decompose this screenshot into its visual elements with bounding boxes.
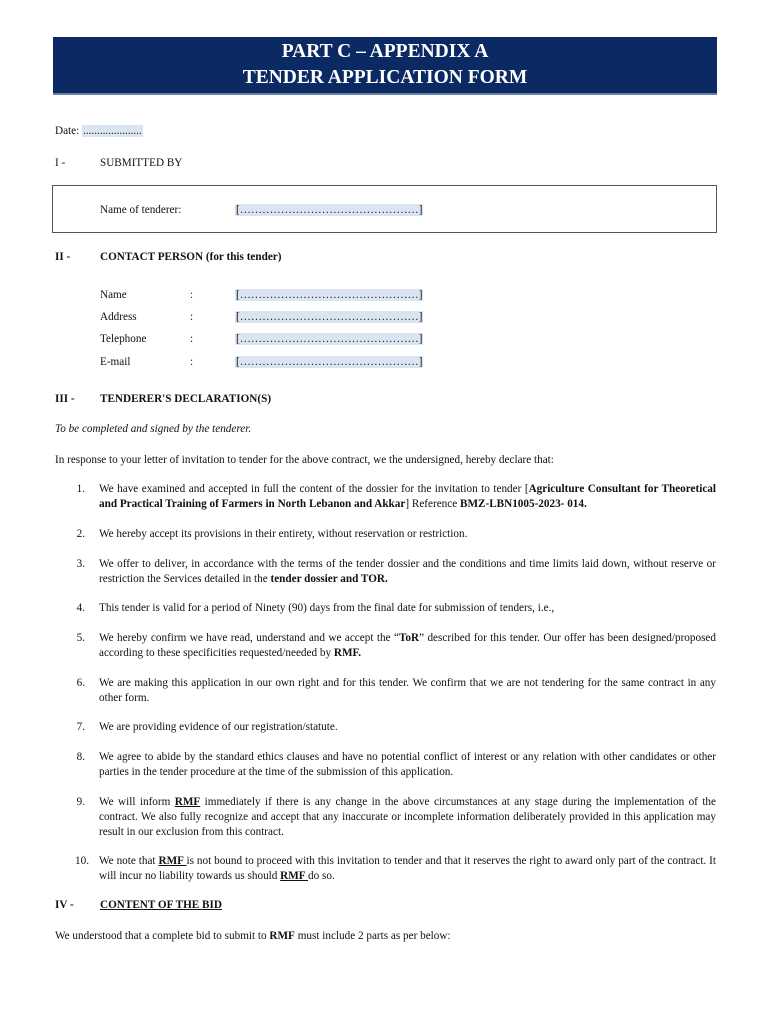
section-1-title: SUBMITTED BY [100,157,183,169]
declaration-number: 8. [76,751,85,763]
declaration-item: We offer to deliver, in accordance with the terms of the tender dossier and the conditions and time limits laid down, without reserve or restriction the Services detailed in the tender dossier and TOR. [99,558,716,585]
contact-telephone-field[interactable]: […………………………………………] [236,333,423,345]
declaration-item: We have examined and accepted in full the content of the dossier for the invitation to tender [Agriculture Consultant for Theoretical and Practical Training of Farmers in North Lebanon and Akkar] Reference BMZ-LBN1005-2023- 014. [99,483,716,510]
declaration-number: 6. [76,677,85,689]
declaration-item: We are providing evidence of our registration/statute. [99,721,338,733]
section-4-title: CONTENT OF THE BID [100,899,222,911]
contact-email-label: E-mail [100,356,131,368]
declaration-item: We hereby accept its provisions in their entirety, without reservation or restriction. [99,528,468,540]
contact-email-colon: : [190,356,194,368]
tenderer-name-field[interactable]: […………………………………………] [236,204,423,216]
declaration-intro: In response to your letter of invitation to tender for the above contract, we the undersigned, hereby declare that: [55,454,554,466]
declaration-number: 1. [76,483,85,495]
contact-telephone-colon: : [190,333,194,345]
section-3-title: TENDERER'S DECLARATION(S) [100,393,272,405]
contact-name-label: Name [100,289,127,301]
declaration-number: 9. [76,796,85,808]
declaration-number: 3. [76,558,85,570]
tenderer-name-label: Name of tenderer: [100,204,182,216]
contact-email-field[interactable]: […………………………………………] [236,356,423,368]
declaration-number: 10. [75,855,89,867]
section-1-number: I - [55,157,66,169]
declaration-number: 7. [76,721,85,733]
declaration-item: We note that RMF is not bound to proceed with this invitation to tender and that it reserves the right to award only part of the contract. It will incur no liability towards us should RMF do so. [99,855,716,882]
date-row [55,125,143,137]
section-2-number: II - [55,251,71,263]
date-field[interactable]: ..................... [83,125,142,137]
contact-name-colon: : [190,289,194,301]
declaration-item: This tender is valid for a period of Ninety (90) days from the final date for submission of tenders, i.e., [99,602,555,614]
declaration-item: We hereby confirm we have read, understand and we accept the “ToR” described for this tender. Our offer has been designed/proposed according to these specificities requested/needed by RMF. [99,632,716,659]
contact-telephone-label: Telephone [100,333,147,345]
declaration-item: We will inform RMF immediately if there is any change in the above circumstances at any stage during the implementation of the contract. We also fully recognize and accept that any inaccurate or incomplete information deliberately provided in this application may result in our exclusion from this contract. [99,796,716,838]
date-label: Date: [55,125,80,137]
section-4-number: IV - [55,899,74,911]
title-line-2: TENDER APPLICATION FORM [242,67,528,88]
contact-address-label: Address [100,311,137,323]
bid-content-intro: We understood that a complete bid to submit to RMF must include 2 parts as per below: [55,930,451,942]
contact-address-field[interactable]: […………………………………………] [236,311,423,323]
contact-name-field[interactable]: […………………………………………] [236,289,423,301]
declaration-number: 2. [76,528,85,540]
declaration-item: We agree to abide by the standard ethics clauses and have no potential conflict of interest or any relation with other candidates or other parties in the tender procedure at the time of the submission of this application. [99,751,716,778]
title-line-1: PART C – APPENDIX A [281,41,489,62]
declaration-instruction: To be completed and signed by the tenderer. [55,423,252,435]
declaration-number: 5. [76,632,85,644]
section-2-title: CONTACT PERSON (for this tender) [100,251,282,263]
title-banner [53,37,717,95]
contact-address-colon: : [190,311,194,323]
declaration-number: 4. [76,602,85,614]
section-3-number: III - [55,393,75,405]
declaration-item: We are making this application in our own right and for this tender. We confirm that we are not tendering for the same contract in any other form. [99,677,716,704]
